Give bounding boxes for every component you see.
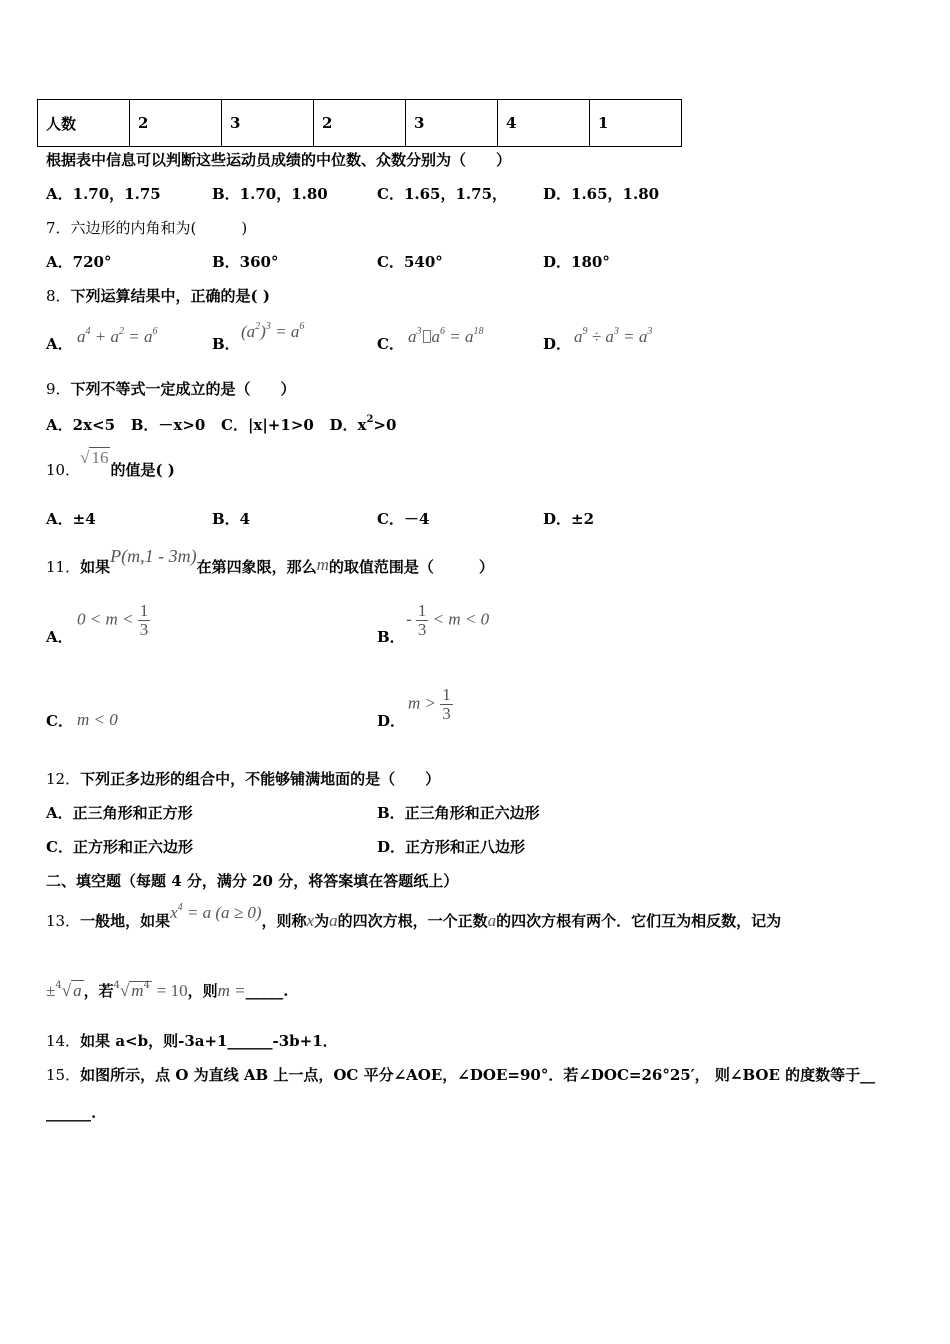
q10-option-c: C．－4 bbox=[377, 510, 430, 528]
q9-option-a: A．2x<5 bbox=[46, 416, 116, 434]
q15-line1 bbox=[46, 1066, 875, 1084]
q10-line bbox=[46, 448, 175, 480]
q13-formula: $x^4 = a$ (a ≥ 0) bbox=[170, 902, 262, 922]
q6-option-a: A．1.70，1.75 bbox=[46, 185, 161, 203]
q11-point: P(m,1 - 3m) bbox=[110, 546, 197, 566]
q11-expr-c: m < 0 bbox=[77, 710, 118, 729]
q8-expr-b: $(a^2)^3 = a^6$ bbox=[241, 321, 305, 341]
q12-number: 12． bbox=[46, 770, 81, 788]
q9-stem: 下列不等式一定成立的是（ ） bbox=[70, 380, 296, 398]
q11-label-c: C． bbox=[46, 712, 73, 730]
q11-label-a: A． bbox=[46, 628, 73, 646]
q15-text: 如图所示，点 O 为直线 AB 上一点，OC 平分∠AOE，∠DOE=90°．若∠DOC=26°25′， 则∠BOE 的度数等于__ bbox=[80, 1066, 876, 1084]
q13-line2: ±$^4$√ a ，若$^4$√ $m^4 = 10$，则m =_____. bbox=[46, 980, 289, 1000]
q10-option-b: B．4 bbox=[212, 510, 251, 528]
q12-line bbox=[46, 770, 440, 788]
q7-option-b: B．360° bbox=[212, 253, 279, 271]
table-row bbox=[38, 100, 682, 147]
table-header-cell: 人数 bbox=[38, 100, 130, 147]
q8-number: 8． bbox=[46, 287, 71, 305]
q11-expr-b: - $\frac{1}{3}$ < m < 0 bbox=[406, 601, 490, 639]
q12-option-c: C．正方形和正六边形 bbox=[46, 838, 193, 856]
table-cell: 4 bbox=[498, 100, 590, 147]
q10-sqrt: √ 16 bbox=[80, 448, 109, 467]
table-cell: 1 bbox=[590, 100, 682, 147]
q13-line1: 13．一般地，如果$x^4 = a$ (a ≥ 0)，则称x为a的四次方根，一个正数a的四次方根有两个．它们互为相反数，记为 bbox=[46, 902, 782, 930]
q6-option-b: B．1.70，1.80 bbox=[212, 185, 328, 203]
table-cell: 2 bbox=[130, 100, 222, 147]
section-title: 二、填空题（每题 4 分，满分 20 分，将答案填在答题纸上） bbox=[46, 872, 459, 890]
q7-option-c: C．540° bbox=[377, 253, 443, 271]
q9-option-d: D．x bbox=[329, 416, 367, 434]
q13-number: 13． bbox=[46, 912, 81, 930]
q7-option-a: A．720° bbox=[46, 253, 112, 271]
q7-number: 7． bbox=[46, 219, 71, 237]
q8-expr-c: $a^3$ $a^6 = a^{18}$ bbox=[408, 326, 484, 346]
q9-number: 9． bbox=[46, 380, 71, 398]
q6-option-d: D．1.65，1.80 bbox=[543, 185, 660, 203]
q14-number: 14． bbox=[46, 1032, 81, 1050]
q10-option-a: A．±4 bbox=[46, 510, 96, 528]
q8-label-d: D． bbox=[543, 335, 572, 353]
q8-expr-a: $a^4 + a^2 = a^6$ bbox=[77, 326, 158, 346]
q14-line bbox=[46, 1032, 338, 1050]
q13-blank[interactable]: _____. bbox=[245, 982, 289, 1000]
q11-line: 11．如果P(m,1 - 3m)在第四象限，那么m的取值范围是（ ） bbox=[46, 546, 494, 576]
q8-expr-d: $a^9 \div a^3 = a^3$ bbox=[574, 326, 653, 346]
q15-number: 15． bbox=[46, 1066, 81, 1084]
q9-option-c: C．|x|+1>0 bbox=[221, 416, 314, 434]
q7-option-d: D．180° bbox=[543, 253, 610, 271]
q8-label-b: B． bbox=[212, 335, 240, 353]
q9-options: A．2x<5 B．－x>0 C．|x|+1>0 D．$x^2>0$ bbox=[46, 414, 397, 434]
q11-number: 11． bbox=[46, 558, 81, 576]
q8-stem: 下列运算结果中，正确的是( ) bbox=[70, 287, 270, 305]
q11-expr-a: 0 < m < $\frac{1}{3}$ bbox=[77, 601, 149, 639]
q10-number: 10． bbox=[46, 461, 81, 479]
q12-option-a: A．正三角形和正方形 bbox=[46, 804, 193, 822]
q10-option-d: D．±2 bbox=[543, 510, 595, 528]
fraction: $\frac{1}{3}$ bbox=[442, 685, 451, 723]
q10-stem: 的值是( ) bbox=[110, 461, 175, 479]
q11-label-b: B． bbox=[377, 628, 405, 646]
table-cell: 3 bbox=[222, 100, 314, 147]
q9-option-b: B．－x>0 bbox=[130, 416, 206, 434]
q8-label-a: A． bbox=[46, 335, 73, 353]
score-table bbox=[37, 99, 682, 147]
q7-stem: 六边形的内角和为( ) bbox=[70, 219, 248, 237]
q11-label-d: D． bbox=[377, 712, 406, 730]
q12-option-b: B．正三角形和正六边形 bbox=[377, 804, 540, 822]
table-cell: 2 bbox=[314, 100, 406, 147]
q15-blank[interactable]: ______. bbox=[46, 1104, 97, 1122]
q8-label-c: C． bbox=[377, 335, 404, 353]
q12-stem: 下列正多边形的组合中，不能够铺满地面的是（ ） bbox=[80, 770, 441, 788]
table-cell: 3 bbox=[406, 100, 498, 147]
q6-option-c: C．1.65，1.75， bbox=[377, 185, 508, 203]
q11-expr-d: m > $\frac{1}{3}$ bbox=[408, 685, 451, 723]
q7-line bbox=[46, 219, 247, 237]
fraction: $\frac{1}{3}$ bbox=[417, 601, 427, 639]
q9-line bbox=[46, 380, 296, 398]
q8-line bbox=[46, 287, 270, 305]
q12-option-d: D．正方形和正八边形 bbox=[377, 838, 526, 856]
missing-glyph-box bbox=[423, 330, 431, 343]
q14-text: 如果 a<b，则-3a+1______-3b+1． bbox=[80, 1032, 338, 1050]
fraction: $\frac{1}{3}$ bbox=[139, 601, 149, 639]
q6-stem: 根据表中信息可以判断这些运动员成绩的中位数、众数分别为（ ） bbox=[46, 151, 512, 169]
